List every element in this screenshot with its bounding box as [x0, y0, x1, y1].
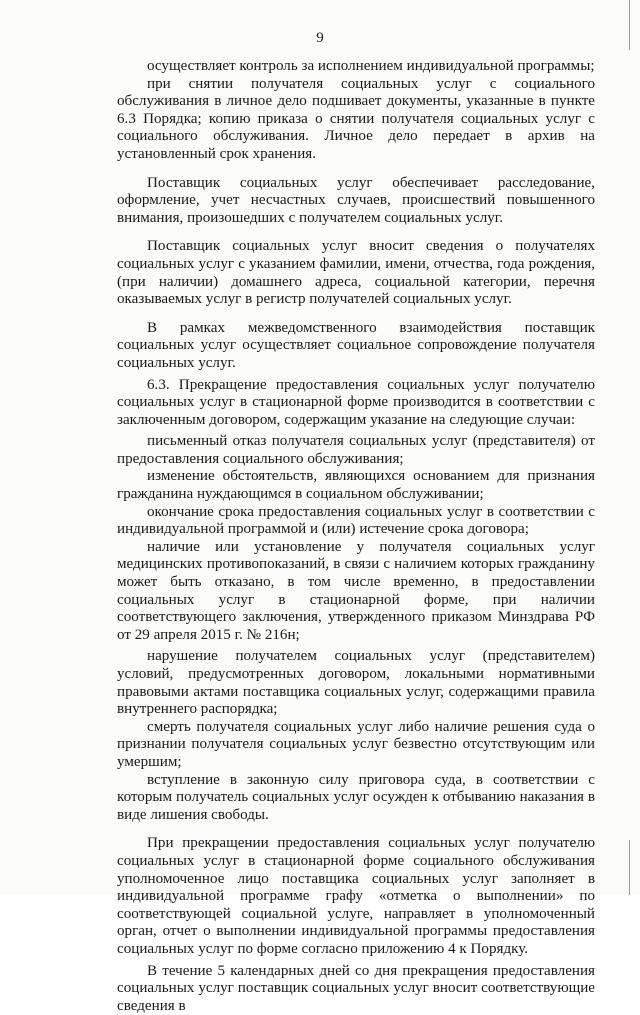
list-item-circumstances: изменение обстоятельств, являющихся основанием для признания гражданина нуждающимся в социальном обслуживании;	[117, 468, 595, 503]
paragraph-interagency: В рамках межведомственного взаимодействия поставщик социальных услуг осуществляет социальное сопровождение получателя социальных услуг.	[117, 320, 595, 373]
list-item-term-end: окончание срока предоставления социальных услуг в соответствии с индивидуальной программой и (или) истечение срока договора;	[117, 504, 595, 539]
page-number: 9	[0, 30, 640, 47]
list-item-violation: нарушение получателем социальных услуг (представителем) условий, предусмотренных договором, локальными нормативными правовыми актами поставщика социальных услуг, содержащими правила внутреннего распорядка;	[117, 648, 595, 718]
paragraph-register: Поставщик социальных услуг вносит сведения о получателях социальных услуг с указанием фамилии, имени, отчества, года рождения, (при наличии) домашнего адреса, социальной категории, перечня оказываемых услуг в регистр получателей социальных услуг.	[117, 238, 595, 308]
scan-edge-mark	[629, 0, 630, 50]
paragraph-removal: при снятии получателя социальных услуг с социального обслуживания в личное дело подшивает документы, указанные в пункте 6.3 Порядка; копию приказа о снятии получателя социальных услуг с социального обслуживания. Личное дело передает в архив на установленный срок хранения.	[117, 76, 595, 164]
list-item-sentence: вступление в законную силу приговора суда, в соответствии с которым получатель социальных услуг осужден к отбыванию наказания в виде лишения свободы.	[117, 772, 595, 825]
scan-edge-mark	[629, 840, 630, 895]
body-text	[117, 58, 595, 1015]
paragraph-five-days: В течение 5 календарных дней со дня прекращения предоставления социальных услуг поставщик социальных услуг вносит соответствующие сведения в	[117, 963, 595, 1015]
paragraph-accidents: Поставщик социальных услуг обеспечивает расследование, оформление, учет несчастных случаев, происшествий повышенного внимания, произошедших с получателем социальных услуг.	[117, 175, 595, 228]
paragraph-control: осуществляет контроль за исполнением индивидуальной программы;	[117, 58, 595, 76]
paragraph-termination-procedure: При прекращении предоставления социальных услуг получателю социальных услуг в стационарной форме социального обслуживания уполномоченное лицо поставщика социальных услуг заполняет в индивидуальной программе графу «отметка о выполнении» по соответствующей социальной услуге, направляет в уполномоченный орган, отчет о выполнении индивидуальной программы предоставления социальных услуг по форме согласно приложению 4 к Порядку.	[117, 835, 595, 958]
list-item-medical: наличие или установление у получателя социальных услуг медицинских противопоказаний, в связи с наличием которых гражданину может быть отказано, в том числе временно, в предоставлении социальных услуг в стационарной форме, при наличии соответствующего заключения, утвержденного приказом Минздрава РФ от 29 апреля 2015 г. № 216н;	[117, 539, 595, 645]
paragraph-section-6-3: 6.3. Прекращение предоставления социальных услуг получателю социальных услуг в стационарной форме производится в соответствии с заключенным договором, содержащим указание на следующие случаи:	[117, 377, 595, 430]
list-item-written-refusal: письменный отказ получателя социальных услуг (представителя) от предоставления социального обслуживания;	[117, 433, 595, 468]
list-item-death: смерть получателя социальных услуг либо наличие решения суда о признании получателя социальных услуг безвестно отсутствующим или умершим;	[117, 719, 595, 772]
